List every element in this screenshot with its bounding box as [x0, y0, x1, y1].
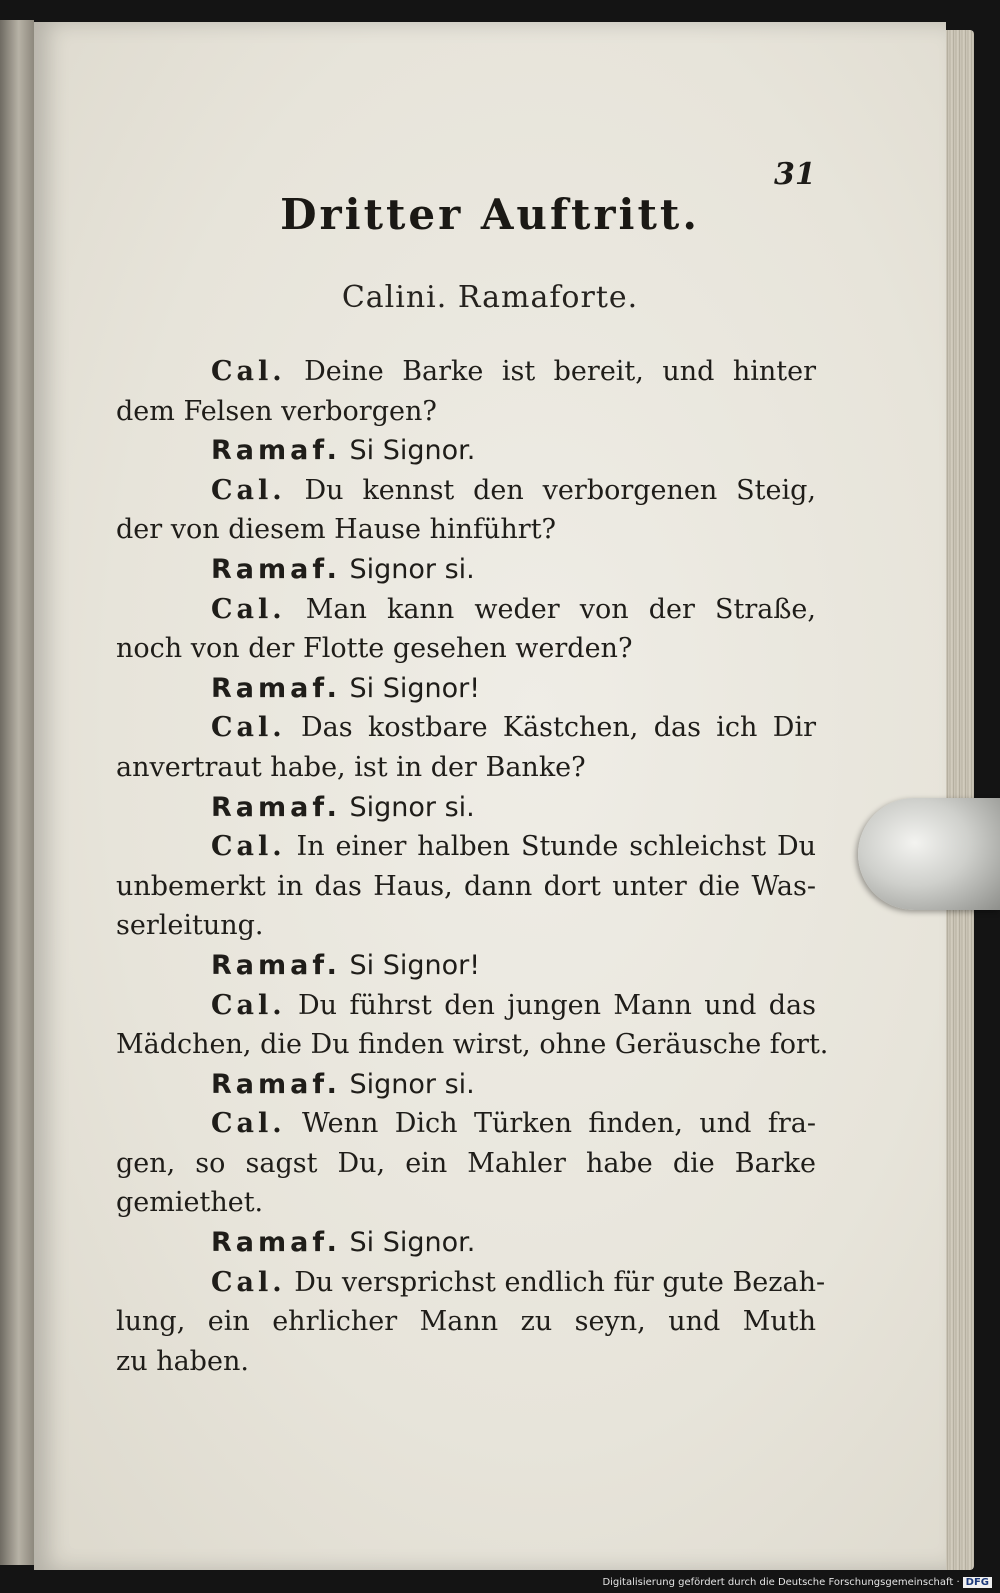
line-text: Du versprichst endlich für gute Bezah-: [294, 1266, 826, 1298]
line-text: Signor si.: [349, 553, 475, 585]
speaker-label: Ramaf.: [211, 949, 341, 981]
credit-text: Digitalisierung gefördert durch die Deutsche Forschungsgemeinschaft ·: [602, 1577, 960, 1588]
line-text: der von diesem Hause hinführt?: [116, 514, 557, 546]
text-line: [116, 1065, 816, 1105]
line-text: In einer halben Stunde schleichst Du: [296, 831, 816, 863]
line-text: Das kostbare Kästchen, das ich Dir: [301, 712, 816, 744]
page-number: 31: [774, 157, 816, 192]
previous-page-edge: [0, 20, 34, 1565]
speaker-label: Cal.: [211, 356, 286, 387]
text-line: [116, 1302, 816, 1342]
text-line: [116, 867, 816, 907]
line-text: Deine Barke ist bereit, und hinter: [304, 356, 816, 387]
speaker-label: Ramaf.: [211, 435, 341, 467]
line-text: Si Signor.: [349, 1227, 476, 1259]
line-text: Si Signor!: [349, 672, 481, 704]
dialogue-text: [116, 352, 829, 1381]
line-text: Si Signor.: [349, 435, 476, 467]
text-line: [116, 590, 816, 630]
line-text: Signor si.: [349, 791, 475, 823]
text-line: [116, 1342, 816, 1382]
text-line: [116, 708, 816, 748]
text-line: [116, 629, 816, 669]
scene-heading: Dritter Auftritt.: [280, 190, 700, 239]
book-page: [34, 22, 946, 1570]
line-text: Mädchen, die Du finden wirst, ohne Geräusche fort.: [116, 1029, 829, 1061]
line-text: unbemerkt in das Haus, dann dort unter die Was-: [116, 870, 816, 902]
text-line: [116, 1223, 816, 1263]
speaker-label: Cal.: [211, 593, 286, 625]
speaker-label: Ramaf.: [211, 553, 341, 585]
line-text: Si Signor!: [349, 949, 481, 981]
text-line: [116, 788, 816, 828]
speaker-label: Cal.: [211, 989, 286, 1021]
speaker-label: Cal.: [211, 474, 286, 506]
line-text: anvertraut habe, ist in der Banke?: [116, 751, 586, 783]
line-text: Signor si.: [349, 1068, 475, 1100]
line-text: noch von der Flotte gesehen werden?: [116, 633, 633, 665]
text-line: [116, 1144, 816, 1184]
speaker-label: Ramaf.: [211, 1068, 341, 1100]
text-line: [116, 510, 816, 550]
line-text: Du führst den jungen Mann und das: [298, 989, 816, 1021]
speaker-label: Ramaf.: [211, 672, 341, 704]
line-text: lung, ein ehrlicher Mann zu seyn, und Muth: [116, 1306, 816, 1338]
text-line: [116, 471, 816, 511]
text-line: [116, 748, 816, 788]
line-text: dem Felsen verborgen?: [116, 395, 437, 427]
line-text: gen, so sagst Du, ein Mahler habe die Barke: [116, 1147, 816, 1179]
speaker-label: Cal.: [211, 712, 286, 744]
text-line: [116, 827, 816, 867]
text-line: [116, 352, 816, 392]
speaker-label: Ramaf.: [211, 791, 341, 823]
text-line: [116, 392, 816, 432]
scene-characters: Calini. Ramaforte.: [341, 280, 639, 315]
line-text: serleitung.: [116, 910, 264, 942]
digitization-credit: [602, 1577, 992, 1588]
text-line: [116, 986, 816, 1026]
text-line: [116, 946, 816, 986]
text-line: [116, 431, 816, 471]
scanner-thumb-holder: [858, 798, 1000, 910]
text-line: [116, 550, 816, 590]
speaker-label: Ramaf.: [211, 1227, 341, 1259]
text-line: [116, 1183, 816, 1223]
speaker-label: Cal.: [211, 1266, 286, 1298]
line-text: Man kann weder von der Straße,: [305, 593, 816, 625]
text-line: [116, 669, 816, 709]
line-text: Du kennst den verborgenen Steig,: [304, 474, 816, 506]
speaker-label: Cal.: [211, 1108, 286, 1140]
line-text: zu haben.: [116, 1345, 249, 1377]
dfg-logo: DFG: [963, 1577, 992, 1588]
line-text: gemiethet.: [116, 1187, 264, 1219]
line-text: Wenn Dich Türken finden, und fra-: [302, 1108, 816, 1140]
speaker-label: Cal.: [211, 831, 286, 863]
text-line: [116, 1263, 826, 1303]
text-line: [116, 906, 816, 946]
text-line: [116, 1104, 816, 1144]
text-line: [116, 1025, 829, 1065]
